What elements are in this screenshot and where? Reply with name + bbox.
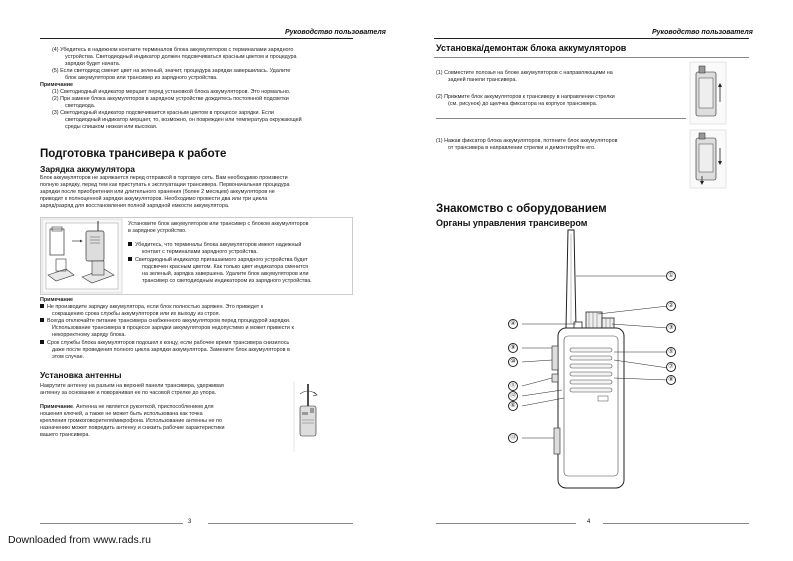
callout-12: ⑫ <box>509 393 516 399</box>
bullet-square-icon <box>40 318 44 322</box>
subsection-title: Зарядка аккумулятора <box>40 164 135 174</box>
callout-2: ② <box>666 301 676 311</box>
transceiver-diagram <box>536 228 686 498</box>
step-5-line: блок аккумуляторов или трансивер из зарядного устройства. <box>65 75 218 81</box>
page-header: Руководство пользователя <box>652 29 753 36</box>
bullet-square-icon <box>128 257 132 261</box>
bullet-square-icon <box>40 340 44 344</box>
charger-illustration <box>42 219 122 293</box>
note-bullet-text: Всегда отключайте питание трансивера снабженного аккумулятором перед процедурой зарядки. <box>47 318 291 324</box>
callout-5: ⑤ <box>666 347 676 357</box>
antenna-note-line: крепления громкоговорителя/микрофона. Использование антенны не по <box>40 418 222 424</box>
box-bullet-line <box>128 257 308 264</box>
paragraph-line: заряд/разряд для восстановления полной зарядной емкости аккумулятора. <box>40 203 230 209</box>
antenna-text-line: антенну за основание и поворачивая ее по часовой стрелке до упора. <box>40 390 217 396</box>
controls-title: Органы управления трансивером <box>436 218 588 228</box>
note-line: (2) При замене блока аккумуляторов в зарядном устройстве дождитесь постоянной подсветки <box>52 96 289 102</box>
callout-4: ④ <box>508 319 518 329</box>
header-rule <box>434 38 749 39</box>
footer-rule <box>40 523 183 524</box>
callout-9: ⑨ <box>508 343 518 353</box>
antenna-note-label: Примечание <box>40 404 74 410</box>
callout-11: ⑪ <box>509 383 516 389</box>
box-intro-line: в зарядное устройство. <box>128 228 187 234</box>
section-rule <box>436 118 686 119</box>
battery-install-illustration <box>690 62 726 124</box>
box-bullet-text: Убедитесь, что терминалы блока аккумуляторов имеют надежный <box>135 242 302 248</box>
right-page <box>396 0 793 561</box>
note-bullet-line: этом случае. <box>52 354 85 360</box>
section-title: Подготовка трансивера к работе <box>40 148 227 160</box>
antenna-install-illustration <box>290 382 330 452</box>
note-bullet-line: некорректному заряду блока. <box>52 332 126 338</box>
antenna-note-line: вашего трансивера. <box>40 432 90 438</box>
antenna-text-line: Накрутите антенну на разъем на верхней панели трансивера, удерживая <box>40 383 224 389</box>
callout-10: ⑩ <box>508 357 518 367</box>
callout-6: ⑥ <box>508 401 518 411</box>
step-5-line: (5) Если светодиод сменит цвет на зеленый, значит, процедура зарядки завершилась. Удалите <box>52 68 291 74</box>
box-bullet-line <box>128 242 301 249</box>
download-footer: Downloaded from www.rads.ru <box>8 534 151 546</box>
remove-step-line: (1) Нажав фиксатор блока аккумуляторов, потяните блок аккумуляторов <box>436 138 618 144</box>
note-bullet-text: Срок службы блока аккумуляторов подошел к концу, если рабочее время трансивера снизилось <box>47 340 290 346</box>
page-number: 3 <box>188 519 192 525</box>
paragraph-line: Блок аккумуляторов не заряжается перед отправкой в торговую сеть. Вам необходимо произвести <box>40 175 288 181</box>
note-bullet-text: Не производите зарядку аккумулятора, если блок полностью заряжен. Это приведет к <box>47 304 264 310</box>
bullet-square-icon <box>128 242 132 246</box>
install-step-line: (см. рисунок) до щелчка фиксатора на корпусе трансивера. <box>448 101 598 107</box>
battery-section-title: Установка/демонтаж блока аккумуляторов <box>436 43 627 53</box>
note-bullet <box>40 318 290 325</box>
install-step-line: (1) Совместите полозья на блоке аккумуляторов с направляющими на <box>436 70 613 76</box>
step-4-line: зарядки будет начата. <box>65 61 121 67</box>
callout-8: ⑧ <box>666 375 676 385</box>
antenna-title: Установка антенны <box>40 370 122 380</box>
note-line: (3) Светодиодный индикатор подсвечивается красным цветом в процессе зарядки. Если <box>52 110 274 116</box>
box-bullet-line: на зеленый, зарядка завершена. Удалите блок аккумуляторов или <box>142 271 309 277</box>
page-header: Руководство пользователя <box>285 29 386 36</box>
install-step-line: (2) Прижмите блок аккумуляторов к трансиверу в направлении стрелки <box>436 94 615 100</box>
page-number: 4 <box>587 519 591 525</box>
note-bullet <box>40 340 289 347</box>
antenna-note-line: назначению может повредить антенну и снизить рабочие характеристики <box>40 425 225 431</box>
note-line: светодиода. <box>65 103 96 109</box>
remove-step-line: от трансивера в направлении стрелки и демонтируйте его. <box>448 145 596 151</box>
callout-3: ③ <box>666 323 676 333</box>
box-bullet-text: Светодиодный индикатор пригашаемого зарядного устройства будет <box>135 257 308 263</box>
note-line: светодиодный индикатор мерцает, то, возможно, он поврежден или температура окружающей <box>65 117 302 123</box>
note-bullet-line: даже после проведения полного цикла зарядки аккумулятора. Замените блок аккумуляторов в <box>52 347 290 353</box>
callout-7: ⑦ <box>666 362 676 372</box>
step-4-line: (4) Убедитесь в надежном контакте терминалов блока аккумуляторов с терминалами зарядного <box>52 47 294 53</box>
box-bullet-line: подсвечен красным цветом. Как только цвет индикатора сменится <box>142 264 309 270</box>
footer-rule <box>436 523 576 524</box>
paragraph-line: полную зарядку, перед тем как приступать к эксплуатации трансивера. Первоначальная процедура <box>40 182 290 188</box>
box-bullet-line: трансивер со светодиодным индикатором из зарядного устройства. <box>142 278 312 284</box>
note-bullet-line: сокращению срока службы аккумуляторов или их выходу из строя. <box>52 311 220 317</box>
step-4-line: устройства. Светодиодный индикатор должен подсвечиваться красным цветом и процедура <box>65 54 297 60</box>
antenna-note-text: . Антенна не является рукояткой, приспособлением для <box>73 404 214 410</box>
callout-13: ⑬ <box>509 435 516 441</box>
box-intro-line: Установите блок аккумуляторов или трансивер с блоком аккумуляторов <box>128 221 309 227</box>
note-label: Примечание <box>40 82 74 88</box>
note-bullet-line: Использование трансивера в процессе зарядки аккумуляторов недопустимо и может привести к <box>52 325 294 331</box>
install-step-line: задней панели трансивера. <box>448 77 517 83</box>
header-rule <box>40 38 353 39</box>
paragraph-line: приводит к полноценной зарядки аккумуляторов. Необходимо провести два или три цикла <box>40 196 268 202</box>
note-label: Примечание <box>40 297 74 303</box>
antenna-note-line <box>40 404 214 411</box>
note-line: (1) Светодиодный индикатор мерцает перед установкой блока аккумуляторов. Это нормально. <box>52 89 291 95</box>
section-rule <box>434 57 749 58</box>
footer-rule <box>603 523 749 524</box>
paragraph-line: зарядки после приобретения или длительного хранения (более 2 месяцев) аккумуляторов не <box>40 189 275 195</box>
callout-1: ① <box>666 271 676 281</box>
left-page <box>0 0 396 561</box>
note-line: среды слишком низкая или высокая. <box>65 124 158 130</box>
equipment-title: Знакомство с оборудованием <box>436 203 607 215</box>
box-bullet-line: контакт с терминалами зарядного устройства. <box>142 249 258 255</box>
bullet-square-icon <box>40 304 44 308</box>
footer-rule <box>208 523 353 524</box>
battery-remove-illustration <box>690 130 726 188</box>
antenna-note-line: ношения ключей, а также не может быть использована как точка <box>40 411 203 417</box>
note-bullet <box>40 304 263 311</box>
